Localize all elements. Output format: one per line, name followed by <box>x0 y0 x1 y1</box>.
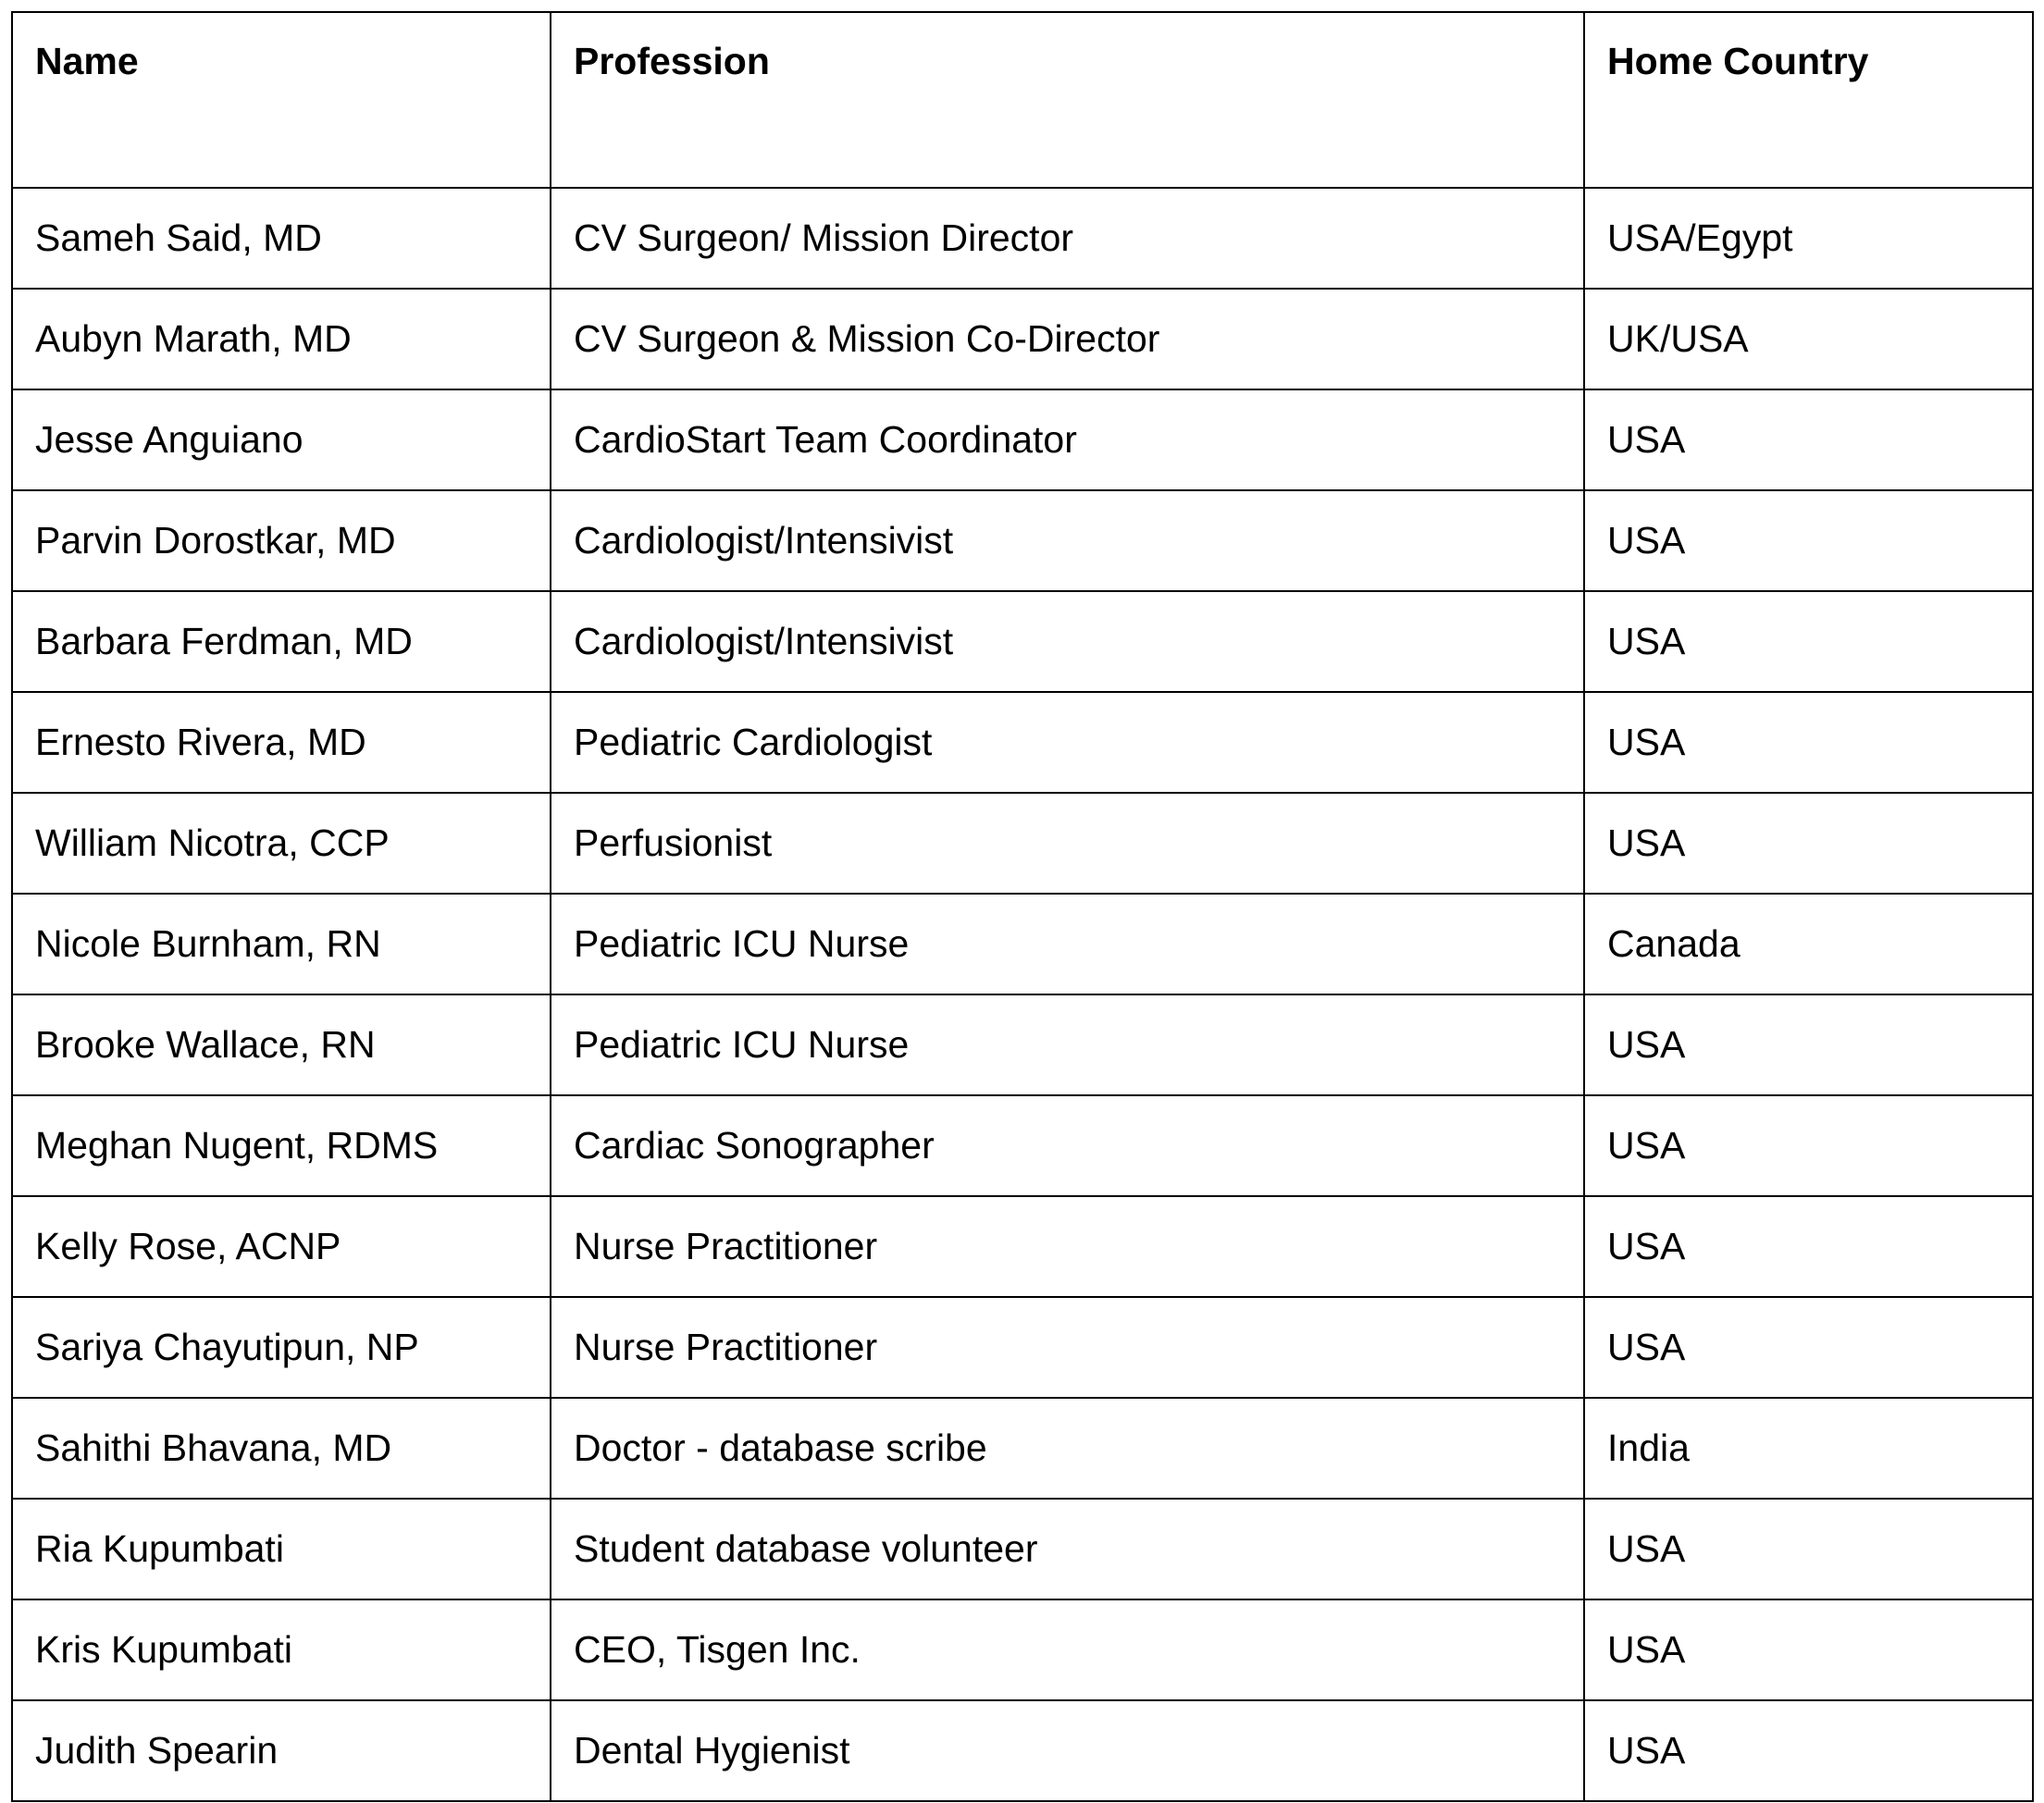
profession-cell: Pediatric ICU Nurse <box>551 994 1584 1095</box>
profession-cell: Doctor - database scribe <box>551 1398 1584 1499</box>
profession-cell: Perfusionist <box>551 793 1584 894</box>
column-header-profession: Profession <box>551 12 1584 188</box>
name-cell: Aubyn Marath, MD <box>12 289 551 389</box>
country-cell: USA <box>1584 692 2033 793</box>
name-cell: Barbara Ferdman, MD <box>12 591 551 692</box>
name-cell: William Nicotra, CCP <box>12 793 551 894</box>
profession-cell: CV Surgeon/ Mission Director <box>551 188 1584 289</box>
country-cell: USA <box>1584 1499 2033 1599</box>
table-row <box>12 1599 2033 1700</box>
column-header-name: Name <box>12 12 551 188</box>
name-cell: Ernesto Rivera, MD <box>12 692 551 793</box>
country-cell: USA <box>1584 591 2033 692</box>
name-cell: Nicole Burnham, RN <box>12 894 551 994</box>
country-cell: USA <box>1584 1095 2033 1196</box>
profession-cell: Pediatric ICU Nurse <box>551 894 1584 994</box>
country-cell: USA <box>1584 1297 2033 1398</box>
team-table <box>11 11 2034 1802</box>
name-cell: Sameh Said, MD <box>12 188 551 289</box>
profession-cell: Cardiologist/Intensivist <box>551 490 1584 591</box>
profession-cell: Cardiac Sonographer <box>551 1095 1584 1196</box>
country-cell: Canada <box>1584 894 2033 994</box>
name-cell: Brooke Wallace, RN <box>12 994 551 1095</box>
profession-cell: Pediatric Cardiologist <box>551 692 1584 793</box>
table-row <box>12 894 2033 994</box>
country-cell: USA <box>1584 1599 2033 1700</box>
table-row <box>12 1398 2033 1499</box>
header-row <box>12 12 2033 188</box>
table-body <box>12 188 2033 1801</box>
column-header-home-country: Home Country <box>1584 12 2033 188</box>
table-row <box>12 1499 2033 1599</box>
profession-cell: Dental Hygienist <box>551 1700 1584 1801</box>
name-cell: Sariya Chayutipun, NP <box>12 1297 551 1398</box>
name-cell: Meghan Nugent, RDMS <box>12 1095 551 1196</box>
profession-cell: CardioStart Team Coordinator <box>551 389 1584 490</box>
table-row <box>12 1700 2033 1801</box>
table-row <box>12 1095 2033 1196</box>
name-cell: Jesse Anguiano <box>12 389 551 490</box>
country-cell: UK/USA <box>1584 289 2033 389</box>
country-cell: USA <box>1584 1196 2033 1297</box>
name-cell: Ria Kupumbati <box>12 1499 551 1599</box>
country-cell: USA <box>1584 994 2033 1095</box>
country-cell: USA <box>1584 1700 2033 1801</box>
name-cell: Sahithi Bhavana, MD <box>12 1398 551 1499</box>
name-cell: Kelly Rose, ACNP <box>12 1196 551 1297</box>
table-row <box>12 994 2033 1095</box>
country-cell: USA <box>1584 389 2033 490</box>
name-cell: Judith Spearin <box>12 1700 551 1801</box>
country-cell: USA/Egypt <box>1584 188 2033 289</box>
table-row <box>12 188 2033 289</box>
profession-cell: Student database volunteer <box>551 1499 1584 1599</box>
name-cell: Parvin Dorostkar, MD <box>12 490 551 591</box>
profession-cell: Nurse Practitioner <box>551 1297 1584 1398</box>
table-row <box>12 289 2033 389</box>
country-cell: USA <box>1584 490 2033 591</box>
table-row <box>12 490 2033 591</box>
table-row <box>12 692 2033 793</box>
profession-cell: CEO, Tisgen Inc. <box>551 1599 1584 1700</box>
table-row <box>12 1196 2033 1297</box>
profession-cell: CV Surgeon & Mission Co-Director <box>551 289 1584 389</box>
profession-cell: Nurse Practitioner <box>551 1196 1584 1297</box>
country-cell: USA <box>1584 793 2033 894</box>
table-row <box>12 1297 2033 1398</box>
profession-cell: Cardiologist/Intensivist <box>551 591 1584 692</box>
table-row <box>12 389 2033 490</box>
table-row <box>12 591 2033 692</box>
name-cell: Kris Kupumbati <box>12 1599 551 1700</box>
table-row <box>12 793 2033 894</box>
country-cell: India <box>1584 1398 2033 1499</box>
